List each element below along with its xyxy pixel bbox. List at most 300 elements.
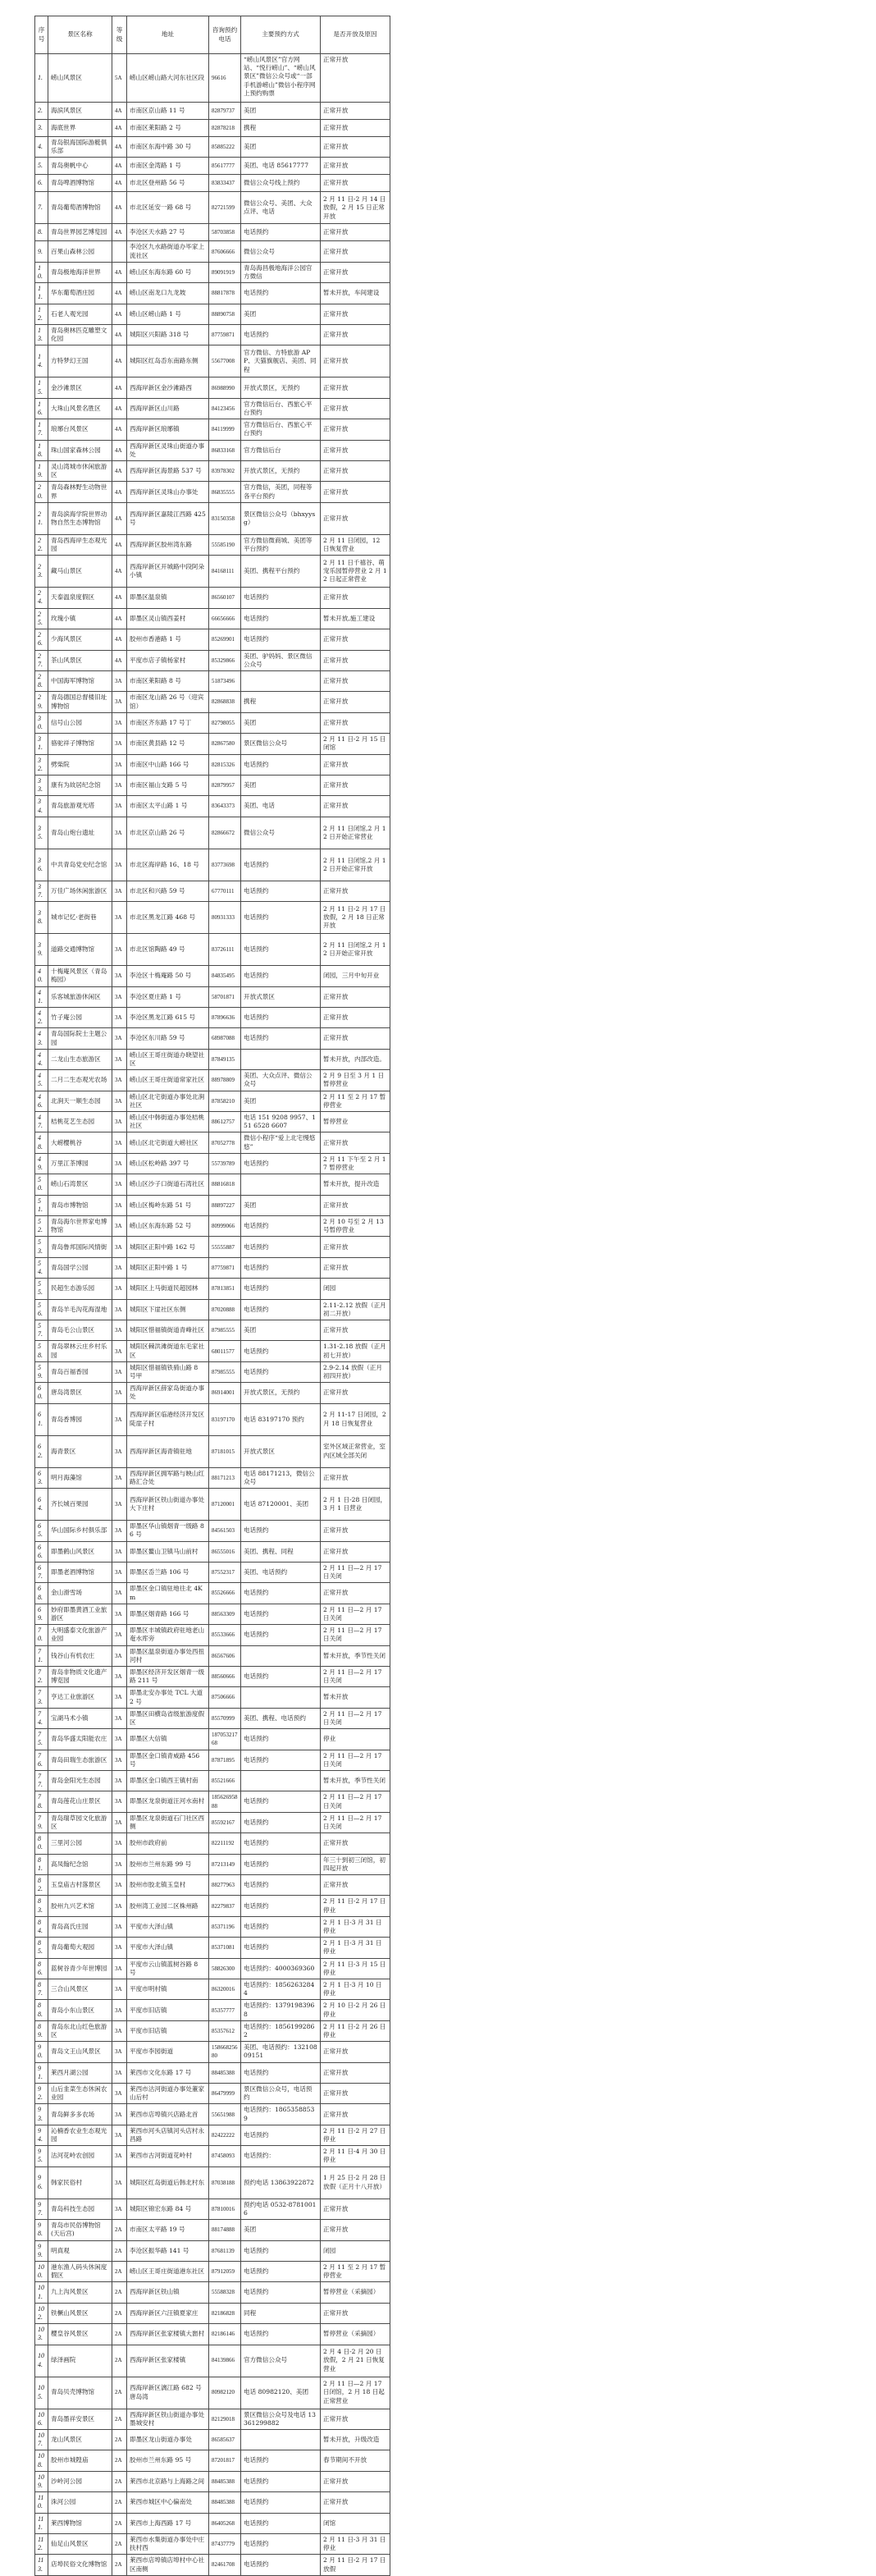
booking-method-cell: 美团 xyxy=(241,103,321,120)
address-cell: 即墨区温泉街道办事处西扭河村 xyxy=(127,1645,209,1666)
scenic-name-cell: 青岛鲜多多农场 xyxy=(48,2104,112,2125)
open-status-cell: 正常开放 xyxy=(321,1521,390,1541)
phone-number-cell: 87849135 xyxy=(209,1049,241,1069)
booking-method-cell: 景区微信公众号 xyxy=(241,734,321,754)
phone-number-cell: 87813851 xyxy=(209,1279,241,1299)
open-status-cell: 暂未开放，升级改造 xyxy=(321,2429,390,2450)
table-row xyxy=(35,1583,390,1604)
address-cell: 西海岸新区嘉陵江西路 425 号 xyxy=(127,502,209,534)
address-cell: 即墨区金口镇青威路 456 号 xyxy=(127,1750,209,1770)
grade-level-cell: 4A xyxy=(112,192,127,224)
scenic-name-cell: 北涧天一顺生态园 xyxy=(48,1091,112,1111)
scenic-name-cell: 樱皇谷风景区 xyxy=(48,2324,112,2345)
scenic-name-cell: 中共青岛党史纪念馆 xyxy=(48,849,112,881)
address-cell: 市南区中山路 166 号 xyxy=(127,754,209,775)
header-name: 景区名称 xyxy=(48,16,112,54)
open-status-cell: 2 月 11 日—2 月 17 日关闭 xyxy=(321,1562,390,1582)
booking-method-cell: 电话预约 xyxy=(241,1341,321,1361)
phone-number-cell: 88816818 xyxy=(209,1174,241,1195)
phone-number-cell: 87912059 xyxy=(209,2261,241,2281)
row-index-cell: 62. xyxy=(35,1435,48,1467)
open-status-cell: 正常开放 xyxy=(321,175,390,192)
address-cell: 西海岸新区铁山街道办事处大下庄村 xyxy=(127,1489,209,1521)
grade-level-cell: 2A xyxy=(112,2240,127,2261)
row-index-cell: 16. xyxy=(35,398,48,419)
grade-level-cell: 3A xyxy=(112,2042,127,2062)
phone-number-cell: 82461708 xyxy=(209,2555,241,2575)
address-cell: 城阳区正阳中路 162 号 xyxy=(127,1237,209,1257)
phone-number-cell: 85329866 xyxy=(209,650,241,670)
address-cell: 即墨区金口镇西王镇村南 xyxy=(127,1770,209,1791)
phone-number-cell: 80982120 xyxy=(209,2377,241,2409)
phone-number-cell: 68011577 xyxy=(209,1341,241,1361)
phone-number-cell: 88485388 xyxy=(209,2492,241,2513)
booking-method-cell: 同程 xyxy=(241,2303,321,2323)
table-row xyxy=(35,817,390,849)
row-index-cell: 25. xyxy=(35,608,48,629)
grade-level-cell: 3A xyxy=(112,1174,127,1195)
row-index-cell: 35. xyxy=(35,817,48,849)
grade-level-cell: 3A xyxy=(112,1257,127,1278)
phone-number-cell: 58701871 xyxy=(209,986,241,1007)
scenic-spots-table xyxy=(34,16,390,2576)
phone-number-cell: 55588328 xyxy=(209,2282,241,2303)
address-cell: 莱西市水集街道办事处中庄扶村西 xyxy=(127,2533,209,2554)
table-row xyxy=(35,1195,390,1215)
grade-level-cell: 3A xyxy=(112,1467,127,1488)
grade-level-cell: 4A xyxy=(112,502,127,534)
booking-method-cell xyxy=(241,1770,321,1791)
booking-method-cell: 电话预约 xyxy=(241,2282,321,2303)
address-cell: 崂山区崂山路大河东社区段 xyxy=(127,54,209,103)
booking-method-cell: 美团、电话 xyxy=(241,796,321,817)
booking-method-cell: 官方微信后台、西旅心平台预约 xyxy=(241,398,321,419)
phone-number-cell: 88277963 xyxy=(209,1875,241,1896)
booking-method-cell: 美团、驴妈妈、景区微信公众号 xyxy=(241,650,321,670)
grade-level-cell: 3A xyxy=(112,1583,127,1604)
open-status-cell: 2 月 11 日-2 月 17 日放假 xyxy=(321,2555,390,2575)
table-row xyxy=(35,2471,390,2491)
address-cell: 即墨区龙泉街道汪河水南村 xyxy=(127,1791,209,1812)
row-index-cell: 104. xyxy=(35,2345,48,2377)
open-status-cell: 2 月 11-17 日闭园，2 月 18 日恢复营业 xyxy=(321,1403,390,1435)
address-cell: 李沧区九水路街道办毕家上流社区 xyxy=(127,241,209,262)
row-index-cell: 64. xyxy=(35,1489,48,1521)
address-cell: 西海岸新区拥军路与映山红路汇合处 xyxy=(127,1467,209,1488)
grade-level-cell: 3A xyxy=(112,775,127,795)
grade-level-cell: 3A xyxy=(112,1604,127,1624)
booking-method-cell: 电话预约 xyxy=(241,1361,321,1382)
row-index-cell: 15. xyxy=(35,377,48,398)
address-cell: 市北区登州路 56 号 xyxy=(127,175,209,192)
scenic-name-cell: 沁楠香农业生态观光园 xyxy=(48,2125,112,2145)
booking-method-cell: 青岛海昌极地海洋公园官方微信 xyxy=(241,262,321,282)
address-cell: 城阳区兴阳路 318 号 xyxy=(127,325,209,345)
scenic-name-cell: 莱西月湖公园 xyxy=(48,2062,112,2083)
row-index-cell: 17. xyxy=(35,419,48,440)
row-index-cell: 86. xyxy=(35,1958,48,1979)
row-index-cell: 91. xyxy=(35,2062,48,2083)
table-row xyxy=(35,1132,390,1153)
row-index-cell: 70. xyxy=(35,1625,48,1645)
scenic-name-cell: 竹子庵公园 xyxy=(48,1007,112,1027)
grade-level-cell: 4A xyxy=(112,461,127,482)
table-row xyxy=(35,482,390,502)
open-status-cell: 正常开放 xyxy=(321,2042,390,2062)
booking-method-cell: 官方微信公众号 xyxy=(241,2345,321,2377)
booking-method-cell: “崂山风景区”官方网站、“悦行崂山”、“崂山风景区”微信公众号或“一部手机游崂山”微信小程序网上预约购票 xyxy=(241,54,321,103)
phone-number-cell: 82879957 xyxy=(209,775,241,795)
scenic-name-cell: 绿泽画院 xyxy=(48,2345,112,2377)
row-index-cell: 66. xyxy=(35,1541,48,1562)
scenic-name-cell: 胶州市城隍庙 xyxy=(48,2450,112,2471)
booking-method-cell: 电话预约 xyxy=(241,2492,321,2513)
table-row xyxy=(35,902,390,934)
grade-level-cell: 2A xyxy=(112,2345,127,2377)
phone-number-cell: 86405268 xyxy=(209,2513,241,2533)
open-status-cell: 2 月 10 日-2 月 26 日停业 xyxy=(321,2000,390,2020)
row-index-cell: 88. xyxy=(35,2000,48,2020)
table-row xyxy=(35,1979,390,2000)
scenic-name-cell: 青岛啤酒博物馆 xyxy=(48,175,112,192)
booking-method-cell: 电话预约 xyxy=(241,1604,321,1624)
table-row xyxy=(35,2324,390,2345)
grade-level-cell: 2A xyxy=(112,2533,127,2554)
open-status-cell: 正常开放 xyxy=(321,345,390,377)
phone-number-cell: 84835495 xyxy=(209,966,241,986)
grade-level-cell: 3A xyxy=(112,712,127,733)
grade-level-cell: 3A xyxy=(112,849,127,881)
open-status-cell: 春节期间不开放 xyxy=(321,2450,390,2471)
address-cell: 莱西市上海西路 17 号 xyxy=(127,2513,209,2533)
address-cell: 平度市李园街道 xyxy=(127,2042,209,2062)
grade-level-cell: 3A xyxy=(112,1112,127,1132)
table-row xyxy=(35,934,390,966)
row-index-cell: 50. xyxy=(35,1174,48,1195)
grade-level-cell: 2A xyxy=(112,2555,127,2575)
booking-method-cell xyxy=(241,1049,321,1069)
table-row xyxy=(35,1625,390,1645)
table-row xyxy=(35,440,390,460)
row-index-cell: 99. xyxy=(35,2240,48,2261)
open-status-cell: 正常开放 xyxy=(321,2062,390,2083)
grade-level-cell: 2A xyxy=(112,2513,127,2533)
scenic-name-cell: 铁橛山风景区 xyxy=(48,2303,112,2323)
table-row xyxy=(35,2042,390,2062)
booking-method-cell: 电话预约 xyxy=(241,1625,321,1645)
scenic-name-cell: 青岛金阳光生态园 xyxy=(48,1770,112,1791)
grade-level-cell: 4A xyxy=(112,398,127,419)
open-status-cell: 正常开放 xyxy=(321,2409,390,2429)
address-cell: 莱西市文化东路 17 号 xyxy=(127,2062,209,2083)
row-index-cell: 81. xyxy=(35,1854,48,1874)
header-index: 序号 xyxy=(35,16,48,54)
grade-level-cell: 3A xyxy=(112,1132,127,1153)
row-index-cell: 43. xyxy=(35,1028,48,1049)
grade-level-cell: 3A xyxy=(112,1541,127,1562)
address-cell: 莱西市北京路与上海路之间 xyxy=(127,2471,209,2491)
scenic-name-cell: 青岛文王山风景区 xyxy=(48,2042,112,2062)
grade-level-cell: 3A xyxy=(112,1028,127,1049)
scenic-name-cell: 万佳广场休闲旅游区 xyxy=(48,881,112,901)
table-row xyxy=(35,1645,390,1666)
grade-level-cell: 3A xyxy=(112,1770,127,1791)
row-index-cell: 95. xyxy=(35,2146,48,2166)
address-cell: 胶州湾工业园二区株州路 xyxy=(127,1896,209,1916)
row-index-cell: 56. xyxy=(35,1299,48,1320)
row-index-cell: 82. xyxy=(35,1875,48,1896)
grade-level-cell: 4A xyxy=(112,304,127,324)
booking-method-cell: 美团 xyxy=(241,1320,321,1341)
row-index-cell: 32. xyxy=(35,754,48,775)
table-row xyxy=(35,1383,390,1403)
address-cell: 莱西市沽河街道办事处董家山后村 xyxy=(127,2084,209,2104)
table-row xyxy=(35,1791,390,1812)
address-cell: 即墨北安办事处 TCL 大道 2 号 xyxy=(127,1687,209,1708)
address-cell: 即墨区华山镇烟青一级路 86 号 xyxy=(127,1521,209,1541)
grade-level-cell: 3A xyxy=(112,1666,127,1686)
table-row xyxy=(35,1007,390,1027)
booking-method-cell: 电话 80982120、美团 xyxy=(241,2377,321,2409)
phone-number-cell: 83726111 xyxy=(209,934,241,966)
phone-number-cell: 68987088 xyxy=(209,1028,241,1049)
row-index-cell: 48. xyxy=(35,1132,48,1153)
open-status-cell: 1.31-2.18 放假（正月初七开放） xyxy=(321,1341,390,1361)
booking-method-cell: 电话预约 xyxy=(241,1153,321,1174)
booking-method-cell: 电话预约 xyxy=(241,608,321,629)
table-row xyxy=(35,2261,390,2281)
grade-level-cell: 2A xyxy=(112,2220,127,2240)
scenic-name-cell: 天泰温泉度假区 xyxy=(48,588,112,608)
phone-number-cell: 55677008 xyxy=(209,345,241,377)
phone-number-cell: 87606666 xyxy=(209,241,241,262)
row-index-cell: 30. xyxy=(35,712,48,733)
grade-level-cell: 3A xyxy=(112,1562,127,1582)
table-row xyxy=(35,2199,390,2219)
row-index-cell: 53. xyxy=(35,1237,48,1257)
grade-level-cell: 2A xyxy=(112,2261,127,2281)
scenic-name-cell: 青岛毛公山景区 xyxy=(48,1320,112,1341)
address-cell: 李沧区十梅庵路 50 号 xyxy=(127,966,209,986)
table-row xyxy=(35,1049,390,1069)
open-status-cell: 2 月 11 日—2 月 17 日关闭 xyxy=(321,1666,390,1686)
phone-number-cell: 87896636 xyxy=(209,1007,241,1027)
scenic-name-cell: 青岛旅游观光塔 xyxy=(48,796,112,817)
row-index-cell: 107. xyxy=(35,2429,48,2450)
open-status-cell: 正常开放 xyxy=(321,502,390,534)
row-index-cell: 20. xyxy=(35,482,48,502)
grade-level-cell: 3A xyxy=(112,796,127,817)
address-cell: 即墨区灵山镇西姜村 xyxy=(127,608,209,629)
phone-number-cell: 85371081 xyxy=(209,1938,241,1958)
scenic-name-cell: 明真观 xyxy=(48,2240,112,2261)
booking-method-cell: 景区微信公众号，电话预约 xyxy=(241,2084,321,2104)
booking-method-cell: 开放式景区 xyxy=(241,986,321,1007)
open-status-cell: 正常开放 xyxy=(321,1195,390,1215)
phone-number-cell: 87871895 xyxy=(209,1750,241,1770)
row-index-cell: 68. xyxy=(35,1583,48,1604)
booking-method-cell: 美团、携程、同程 xyxy=(241,1541,321,1562)
booking-method-cell: 电话预约 xyxy=(241,1007,321,1027)
grade-level-cell: 3A xyxy=(112,1320,127,1341)
phone-number-cell: 66656666 xyxy=(209,608,241,629)
table-row xyxy=(35,1875,390,1896)
scenic-name-cell: 大明盛泰文化旅游产业园 xyxy=(48,1625,112,1645)
scenic-name-cell: 大珠山风景名胜区 xyxy=(48,398,112,419)
phone-number-cell: 88890758 xyxy=(209,304,241,324)
scenic-name-cell: 青岛墨祥安景区 xyxy=(48,2409,112,2429)
grade-level-cell: 3A xyxy=(112,1237,127,1257)
grade-level-cell: 4A xyxy=(112,325,127,345)
row-index-cell: 108. xyxy=(35,2450,48,2471)
row-index-cell: 55. xyxy=(35,1279,48,1299)
grade-level-cell: 3A xyxy=(112,754,127,775)
scenic-name-cell: 即墨老酒博物馆 xyxy=(48,1562,112,1582)
phone-number-cell: 85592167 xyxy=(209,1812,241,1832)
phone-number-cell: 86585637 xyxy=(209,2429,241,2450)
phone-number-cell: 18562695888 xyxy=(209,1791,241,1812)
scenic-name-cell: 钱谷山有机农庄 xyxy=(48,1645,112,1666)
open-status-cell: 2 月 11 日—2 月 17 日关闭 xyxy=(321,1791,390,1812)
scenic-name-cell: 韩家民俗村 xyxy=(48,2166,112,2199)
open-status-cell: 2 月 11 日-2 月 27 日停业 xyxy=(321,2125,390,2145)
address-cell: 市南区黄县路 12 号 xyxy=(127,734,209,754)
booking-method-cell: 美团 xyxy=(241,2220,321,2240)
scenic-name-cell: 大崂樱桃谷 xyxy=(48,1132,112,1153)
grade-level-cell xyxy=(112,241,127,262)
grade-level-cell: 3A xyxy=(112,1896,127,1916)
phone-number-cell: 85357777 xyxy=(209,2000,241,2020)
grade-level-cell: 3A xyxy=(112,1938,127,1958)
scenic-name-cell: 玫瑰小镇 xyxy=(48,608,112,629)
booking-method-cell: 电话预约 xyxy=(241,1938,321,1958)
table-row xyxy=(35,1341,390,1361)
address-cell: 西海岸新区开城路中段阿朵小镇 xyxy=(127,556,209,588)
open-status-cell: 年三十到初三闭馆，初四起开放 xyxy=(321,1854,390,1874)
open-status-cell: 暂停营业（采摘园） xyxy=(321,2324,390,2345)
grade-level-cell: 3A xyxy=(112,1708,127,1728)
address-cell: 即墨区丰城镇政府驻地老山奄水库旁 xyxy=(127,1625,209,1645)
booking-method-cell: 美团 xyxy=(241,775,321,795)
open-status-cell: 2 月 11 日闭馆,2 月 12 日开始正常开放 xyxy=(321,934,390,966)
row-index-cell: 80. xyxy=(35,1833,48,1854)
booking-method-cell: 开放式景区，无预约 xyxy=(241,377,321,398)
booking-method-cell: 官方微信，美团，同程等各平台预约 xyxy=(241,482,321,502)
table-row xyxy=(35,1521,390,1541)
address-cell: 市北区海岸路 16、18 号 xyxy=(127,849,209,881)
phone-number-cell: 87759871 xyxy=(209,1257,241,1278)
grade-level-cell: 3A xyxy=(112,1361,127,1382)
grade-level-cell: 3A xyxy=(112,1007,127,1027)
phone-number-cell: 85570999 xyxy=(209,1708,241,1728)
table-row xyxy=(35,1216,390,1237)
row-index-cell: 47. xyxy=(35,1112,48,1132)
table-row xyxy=(35,1958,390,1979)
booking-method-cell: 电话预约 xyxy=(241,1854,321,1874)
open-status-cell: 正常开放 xyxy=(321,241,390,262)
table-row xyxy=(35,377,390,398)
scenic-name-cell: 港东渔人码头休闲度假区 xyxy=(48,2261,112,2281)
grade-level-cell: 4A xyxy=(112,120,127,137)
scenic-name-cell: 中国海军博物馆 xyxy=(48,670,112,691)
grade-level-cell: 3A xyxy=(112,670,127,691)
table-row xyxy=(35,881,390,901)
address-cell: 市南区莱阳路 8 号 xyxy=(127,670,209,691)
phone-number-cell: 83833437 xyxy=(209,175,241,192)
row-index-cell: 42. xyxy=(35,1007,48,1027)
row-index-cell: 90. xyxy=(35,2042,48,2062)
row-index-cell: 73. xyxy=(35,1687,48,1708)
table-row xyxy=(35,1812,390,1832)
table-row xyxy=(35,1604,390,1624)
address-cell: 崂山区中韩街道办事处桔桃社区 xyxy=(127,1112,209,1132)
scenic-name-cell: 劈柴院 xyxy=(48,754,112,775)
booking-method-cell: 电话预约 xyxy=(241,934,321,966)
scenic-name-cell: 青岛葡萄酒博物馆 xyxy=(48,192,112,224)
grade-level-cell: 4A xyxy=(112,175,127,192)
grade-level-cell: 3A xyxy=(112,1916,127,1937)
address-cell: 城阳区正阳中路 1 号 xyxy=(127,1257,209,1278)
open-status-cell: 正常开放 xyxy=(321,2303,390,2323)
open-status-cell: 2 月 11 日-2 月 17 日放假，2 月 18 日正常开放 xyxy=(321,902,390,934)
table-row xyxy=(35,588,390,608)
grade-level-cell: 2A xyxy=(112,2471,127,2491)
address-cell: 崂山区南龙口九龙坡 xyxy=(127,283,209,304)
booking-method-cell: 电话预约 xyxy=(241,1750,321,1770)
row-index-cell: 71. xyxy=(35,1645,48,1666)
grade-level-cell: 4A xyxy=(112,556,127,588)
address-cell: 李沧区东川路 59 号 xyxy=(127,1028,209,1049)
address-cell: 即墨区岙兰路 106 号 xyxy=(127,1562,209,1582)
open-status-cell: 正常开放 xyxy=(321,1833,390,1854)
address-cell: 市北区延安一路 68 号 xyxy=(127,192,209,224)
open-status-cell: 暂未开放，季节性关闭 xyxy=(321,1770,390,1791)
grade-level-cell: 3A xyxy=(112,1875,127,1896)
scenic-name-cell: 乐客城旅游休闲区 xyxy=(48,986,112,1007)
table-row xyxy=(35,103,390,120)
scenic-name-cell: 青岛鲁邦国际风情街 xyxy=(48,1237,112,1257)
booking-method-cell: 电话预约 xyxy=(241,224,321,241)
row-index-cell: 4. xyxy=(35,137,48,158)
scenic-name-cell: 莱西博物馆 xyxy=(48,2513,112,2533)
open-status-cell: 闭园 xyxy=(321,2240,390,2261)
table-row xyxy=(35,1091,390,1111)
grade-level-cell: 2A xyxy=(112,2324,127,2345)
booking-method-cell: 景区微信公众号及电话 13361299882 xyxy=(241,2409,321,2429)
phone-number-cell: 82186146 xyxy=(209,2324,241,2345)
row-index-cell: 109. xyxy=(35,2471,48,2491)
row-index-cell: 102. xyxy=(35,2303,48,2323)
scenic-name-cell: 崂山石湾景区 xyxy=(48,1174,112,1195)
open-status-cell: 2 月 1 日-3 月 10 日停业 xyxy=(321,1979,390,2000)
row-index-cell: 72. xyxy=(35,1666,48,1686)
phone-number-cell: 55585190 xyxy=(209,534,241,555)
open-status-cell: 正常开放 xyxy=(321,1007,390,1027)
phone-number-cell: 87052778 xyxy=(209,1132,241,1153)
table-row xyxy=(35,1028,390,1049)
scenic-name-cell: 山后韭菜生态休闲农业园 xyxy=(48,2084,112,2104)
row-index-cell: 9. xyxy=(35,241,48,262)
booking-method-cell: 电话预约 xyxy=(241,325,321,345)
address-cell: 平度市店子镇杨家村 xyxy=(127,650,209,670)
phone-number-cell: 83773698 xyxy=(209,849,241,881)
grade-level-cell: 3A xyxy=(112,1729,127,1750)
open-status-cell: 正常开放 xyxy=(321,419,390,440)
row-index-cell: 92. xyxy=(35,2084,48,2104)
table-row xyxy=(35,692,390,712)
header-phone: 咨询预约电话 xyxy=(209,16,241,54)
row-index-cell: 19. xyxy=(35,461,48,482)
